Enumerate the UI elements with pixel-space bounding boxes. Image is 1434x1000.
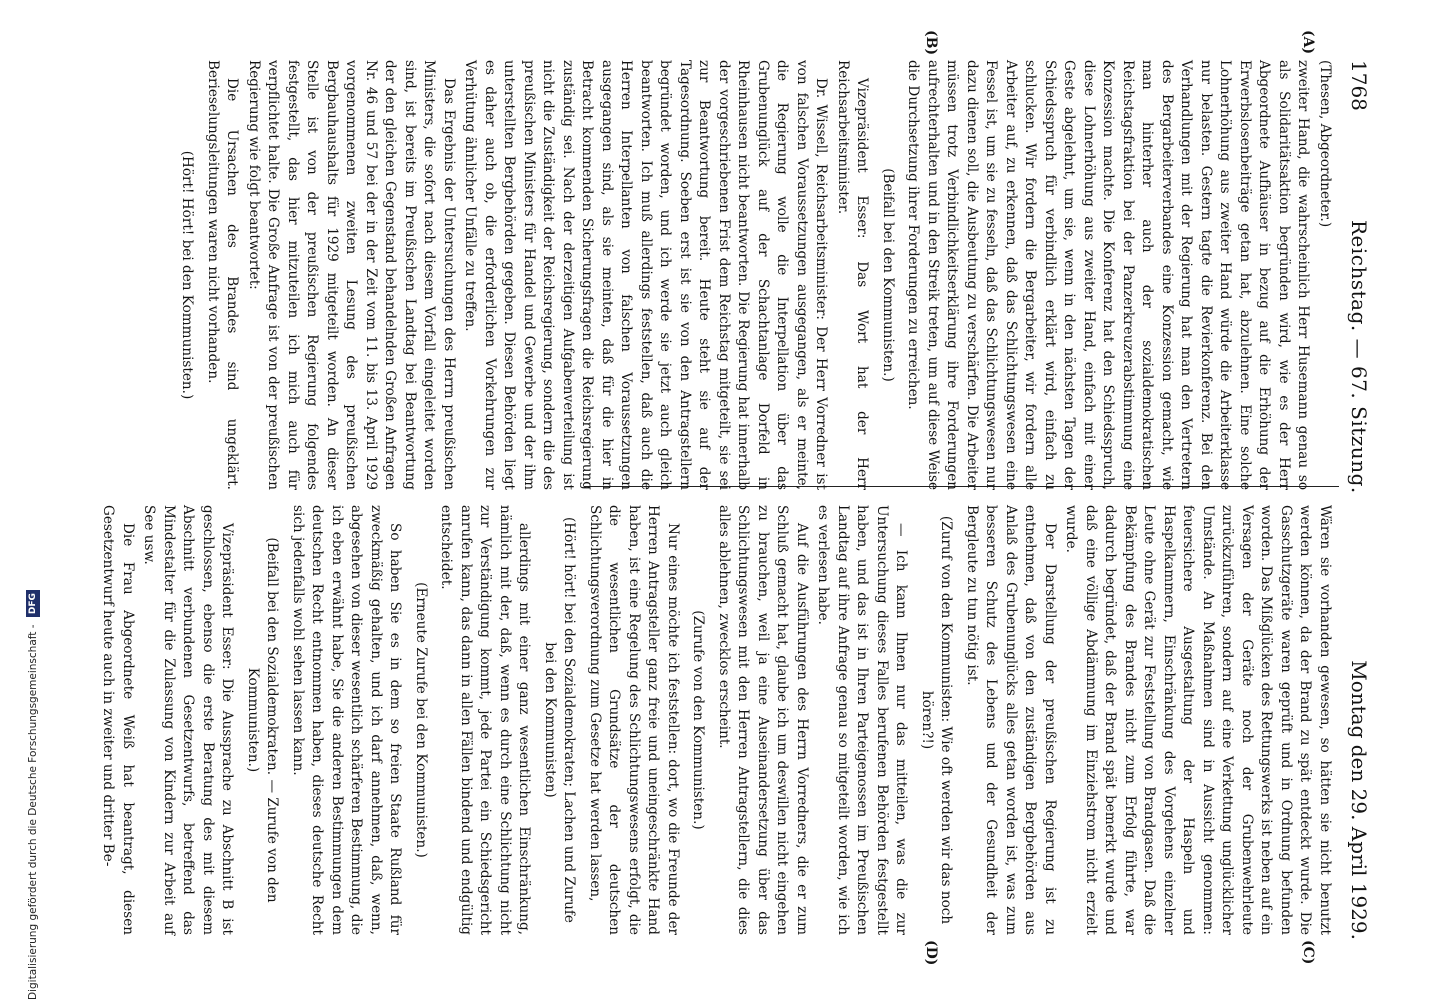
interjection: (Zurufe von den Kommunisten.) (690, 610, 707, 830)
interjection: (Erneute Zurufe bei den Kommunisten.) (413, 582, 429, 858)
running-head: Reichstag. — 67. Sitzung. (1347, 220, 1371, 494)
paragraph: Wären sie vorhanden gewesen, so hätten sie nicht benutzt werden können, da der Brand zu spät entdeckt wurde. Die Gasschutzgeräte waren geprüft und in Ordnung befunden worden. Das Mißglücken des Rettungswerks ist neben auf ein Versagen der Geräte noch der Grubenwehrleute zurückzuführen, sondern auf eine Verkettung unglücklicher Umstände. An Maßnahmen sind in Aussicht genommen: feuersichere Ausgestaltung der Haspeln und Haspelkammern, Einschränkung des Vorgehens einzelner Leute ohne Gerät zur Feststellung von Brandgasen. Daß die Bekämpfung des Brandes nicht zum Erfolg führte, war dadurch begründet, daß der Brand spät bemerkt wurde und daß eine völlige Abdämmung im Einziehstrom nicht erzielt wurde. (1063, 505, 1333, 935)
paragraph: Nur eines möchte ich feststellen: dort, wo die Freunde der Herren Antragsteller ganz freie und uneingeschränkte Hand haben, ist eine Regelung des Schlichtungswesens erfolgt, die die wesentlichen Grundsätze der deutschen Schlichtungsverordnung zum Gesetze hat werden lassen, (587, 505, 681, 935)
margin-mark-d: (D) (923, 940, 939, 966)
session-date: Montag den 29. April 1929. (1347, 660, 1371, 940)
paragraph: Das Ergebnis der Untersuchungen des Herrn preußischen Ministers, die sofort nach diesem Vorfall eingeleitet worden sind, ist bereits im Preußischen Landtag bei Beantwortung der den gleichen Gegenstand behandelnden Großen Anfragen Nr. 46 und 57 bei der in der Zeit vom 11. bis 13. April 1929 vorgenommenen zweiten Lesung des preußischen Bergbauhaushalts für 1929 mitgeteilt worden. An dieser Stelle ist von der preußischen Regierung folgendes festgestellt, das hier mitzuteilen ich mich auch für verpflichtet halte. Die Große Anfrage ist von der preußischen Regierung wie folgt beantwortet: (246, 60, 457, 490)
paragraph: Die Frau Abgeordnete Weiß hat beantragt, diesen Gesetzentwurf heute auch in zweiter und dritter Be- (100, 505, 136, 935)
interjection: (Beifall bei den Kommunisten.) (880, 168, 896, 382)
margin-mark-a: (A) (1300, 30, 1316, 55)
paragraph: zweiter Hand, die wahrscheinlich Herr Husemann genau so als Solidaritätsaktion begründen wird, wie es der Herr Abgeordnete Aufhäuser in bezug auf die Erhöhung der Erwerbslosenbeiträge getan hat, abzulehnen. Eine solche Lohnerhöhung aus zweiter Hand würde die Arbeiterklasse nur belasten. Gestern tagte die Revierkonferenz. Bei den Verhandlungen mit der Regierung hat man den Vertretern des Bergarbeiterverbandes eine Konzession gemacht, wie man hinterher auch der sozialdemokratischen Reichstagsfraktion bei der Panzerkreuzerabstimmung eine Konzession machte. Die Konferenz hat den Schiedsspruch, diese Lohnerhöhung aus zweiter Hand, einfach mit einer Geste abgelehnt, um sie, wenn in den nächsten Tagen der Schiedsspruch für verbindlich erklärt wird, einfach zu schlucken. Wir fordern die Bergarbeiter, wir fordern alle Arbeiter auf, zu erkennen, daß das Schlichtungswesen eine Fessel ist, um sie zu fesseln, daß das Schlichtungswesen nur dazu dienen soll, die Ausbeutung zu verschärfen. Die Arbeiter müssen trotz Verbindlichkeitserklärung ihre Forderungen aufrechterhalten und in den Streik treten, um auf diese Weise die Durchsetzung ihrer Forderungen zu erreichen. (905, 60, 1312, 490)
margin-mark-b: (B) (923, 30, 939, 56)
right-column (96, 505, 1334, 935)
speaker-tag: (Thesen, Abgeordneter.) (1317, 60, 1333, 228)
page-number: 1768 (1347, 60, 1371, 111)
credit-text: Digitalisierung gefördert durch die Deutsche Forschungsgemeinschaft - (27, 624, 39, 1000)
digitization-credit (0, 0, 39, 1000)
interjection: (Beifall bei den Sozialdemokraten. — Zurufe von den Kommunisten.) (245, 537, 281, 903)
paragraph: — Ich kann Ihnen nur das mitteilen, was die zur Untersuchung dieses Falles berufenen Behörden festgestellt haben, und das ist in Ihren Parteigenossen im Preußischen Landtag auf ihre Anfrage genau so mitgeteilt worden, wie ich es verlesen habe. (815, 505, 910, 935)
interjection: (Hört! hört! bei den Sozialdemokraten; Lachen und Zurufe bei den Kommunisten) (542, 517, 578, 923)
paragraph: So haben Sie es in dem so freien Staate Rußland für zweckmäßig gehalten, und ich darf annehmen, daß, wenn, abgesehen von dieser wesentlich schärferen Bestimmung, die ich eben erwähnt habe, Sie die anderen Bestimmungen dem deutschen Recht entnommen haben, dieses deutsche Recht sich jedenfalls wohl sehen lassen kann. (290, 505, 404, 935)
interjection: (Zuruf von den Kommunisten: Wie oft werden wir das noch hören?!) (919, 515, 955, 925)
paragraph: Vizepräsident Esser: Das Wort hat der Herr Reichsarbeitsminister. (835, 60, 871, 490)
paragraph: Vizepräsident Esser: Die Aussprache zu Abschnitt B ist geschlossen, ebenso die erste Beratung des mit diesem Abschnitt verbundenen Gesetzentwurfs, betreffend das Mindestalter für die Zulassung von Kindern zur Arbeit auf See usw. (141, 505, 236, 935)
paragraph: Auf die Ausführungen des Herrn Vorredners, die er zum Schluß gemacht hat, glaube ich um deswillen nicht eingehen zu brauchen, weil ja eine Auseinandersetzung über das Schlichtungswesen mit den Herren Antragstellern, die dies alles ablehnen, zwecklos erscheint. (716, 505, 810, 935)
paragraph: allerdings mit einer ganz wesentlichen Einschränkung, nämlich mit der, daß, wenn es durch eine Schlichtung nicht zur Verständigung kommt, jede Partei ein Schiedsgericht anrufen kann, das dann in allen Fällen bindend und endgültig entscheidet. (438, 505, 533, 935)
dfg-logo: DFG (26, 590, 40, 617)
paragraph: Dr. Wissell, Reichsarbeitsminister: Der Herr Vorredner ist von falschen Voraussetzungen ausgegangen, als er meinte, die Regierung wolle die Interpellation über das Grubenunglück auf der Schachtanlage Dorfeld in Rheinhausen nicht beantworten. Die Regierung hat innerhalb der vorgeschriebenen Frist dem Reichstag mitgeteilt, sie sei zur Beantwortung bereit. Heute steht sie auf der Tagesordnung. Soeben erst ist sie von den Antragstellern begründet worden, und ich werde sie jetzt auch gleich beantworten. Ich muß allerdings feststellen, daß auch die Herren Interpellanten von falschen Voraussetzungen ausgegangen sind, als sie meinten, daß für die hier in Betracht kommenden Sicherungsfragen die Reichsregierung zuständig sei. Nach der derzeitigen Aufgabenverteilung ist nicht die Zuständigkeit der Reichsregierung, sondern die des preußischen Ministers für Handel und Gewerbe und der ihm unterstellten Bergbehörden gegeben. Diesen Behörden liegt es daher auch ob, die erforderlichen Vorkehrungen zur Verhütung ähnlicher Unfälle zu treffen. (462, 60, 830, 490)
left-column (171, 60, 1334, 490)
margin-mark-c: (C) (1300, 940, 1316, 965)
paragraph: Die Ursachen des Brandes sind ungeklärt. Berieselungsleitungen waren nicht vorhanden. (205, 60, 241, 490)
paragraph: Der Darstellung der preußischen Regierung ist zu entnehmen, daß von den zuständigen Bergbehörden aus Anlaß des Grubenunglücks alles getan worden ist, was zum besseren Schutz des Lebens und der Gesundheit der Bergleute zu tun nötig ist. (964, 505, 1058, 935)
page-header (1344, 60, 1374, 940)
interjection: (Hört! Hört! bei den Kommunisten.) (179, 150, 196, 400)
